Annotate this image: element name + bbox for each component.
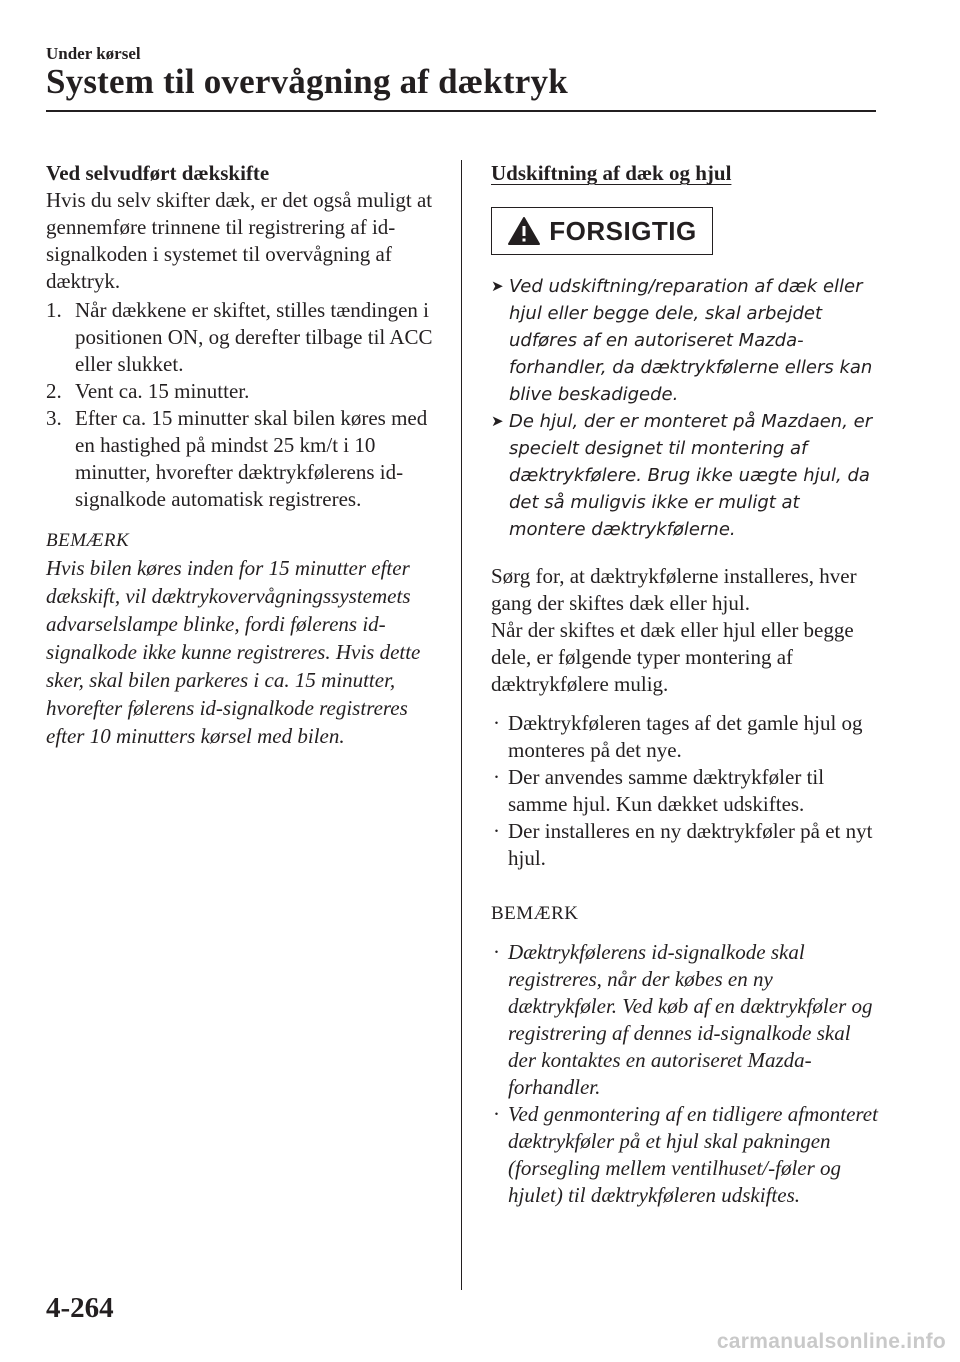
- bullet-list: [491, 710, 881, 872]
- list-item-text: Der installeres en ny dæktrykføler på et nyt hjul.: [508, 819, 873, 870]
- left-column: [46, 160, 442, 750]
- step-item: [46, 297, 442, 378]
- arrow-right-icon: ➤: [491, 277, 504, 295]
- step-number: 1.: [46, 298, 62, 322]
- step-item: [46, 405, 442, 513]
- section-label: Under kørsel: [46, 44, 141, 63]
- warning-text: De hjul, der er monteret på Mazdaen, er specielt designet til montering af dæktrykfølere. Brug ikke uægte hjul, da det så muligvis ikke er muligt at montere dæktrykfølerne.: [509, 411, 873, 540]
- warning-text: Ved udskiftning/reparation af dæk eller hjul eller begge dele, skal arbejdet udføres af en autoriseret Mazda-forhandler, da dæktrykfølerne ellers kan blive beskadigede.: [509, 276, 873, 405]
- note-list: [491, 939, 881, 1209]
- list-item: [491, 710, 881, 764]
- list-item-text: Der anvendes samme dæktrykføler til samme hjul. Kun dækket udskiftes.: [508, 765, 825, 816]
- bullet-icon: ·: [493, 940, 500, 964]
- note-item-text: Dæktrykfølerens id-signalkode skal registreres, når der købes en ny dæktrykføler. Ved køb af en dæktrykføler og registrering af dennes id-signalkode skal der kontaktes en autoriseret Mazda-forhandler.: [508, 940, 873, 1099]
- note-label: BEMÆRK: [46, 530, 130, 551]
- page-number: 4-264: [46, 1292, 114, 1324]
- right-column: [491, 160, 881, 1209]
- arrow-right-icon: ➤: [491, 412, 504, 430]
- step-text: Når dækkene er skiftet, stilles tændingen i positionen ON, og derefter tilbage til ACC eller slukket.: [75, 298, 433, 376]
- title-rule: [46, 110, 876, 112]
- list-item: [491, 818, 881, 872]
- warning-item: [491, 408, 881, 543]
- warning-box: [491, 207, 713, 255]
- bullet-icon: ·: [493, 711, 500, 735]
- paragraph-2: Når der skiftes et dæk eller hjul eller begge dele, er følgende typer montering af dæktrykfølere mulig.: [491, 618, 854, 696]
- left-heading: Ved selvudført dækskifte: [46, 161, 270, 185]
- note-text: Hvis bilen køres inden for 15 minutter efter dækskift, vil dæktrykovervågningssystemets advarselslampe blinke, fordi følerens id-signalkode ikke kunne registreres. Hvis dette sker, skal bilen parkeres i ca. 15 minutter, hvorefter følerens id-signalkode registreres efter 10 minutters kørsel med bilen.: [46, 556, 421, 748]
- steps-list: [46, 297, 442, 513]
- step-text: Vent ca. 15 minutter.: [75, 379, 250, 403]
- paragraph-1: Sørg for, at dæktrykfølerne installeres, hver gang der skiftes dæk eller hjul.: [491, 564, 857, 615]
- note-item: [491, 939, 881, 1101]
- note-item: [491, 1101, 881, 1209]
- note-label: BEMÆRK: [491, 903, 579, 924]
- step-number: 2.: [46, 379, 62, 403]
- bullet-icon: ·: [493, 819, 500, 843]
- warning-label: FORSIGTIG: [549, 215, 697, 246]
- page-title: System til overvågning af dæktryk: [46, 62, 568, 101]
- column-divider: [461, 160, 462, 1290]
- bullet-icon: ·: [493, 765, 500, 789]
- list-item-text: Dæktrykføleren tages af det gamle hjul og monteres på det nye.: [508, 711, 863, 762]
- step-number: 3.: [46, 406, 62, 430]
- list-item: [491, 764, 881, 818]
- intro-paragraph: Hvis du selv skifter dæk, er det også muligt at gennemføre trinnene til registrering af id-signalkoden i systemet til overvågning af dæktryk.: [46, 188, 433, 293]
- step-text: Efter ca. 15 minutter skal bilen køres med en hastighed på mindst 25 km/t i 10 minutter, hvorefter dæktrykfølerens id-signalkode automatisk registreres.: [75, 406, 428, 511]
- right-heading: Udskiftning af dæk og hjul: [491, 161, 732, 185]
- step-item: [46, 378, 442, 405]
- bullet-icon: ·: [493, 1102, 500, 1126]
- note-item-text: Ved genmontering af en tidligere afmonteret dæktrykføler på et hjul skal pakningen (forsegling mellem ventilhuset/-føler og hjulet) til dæktrykføleren udskiftes.: [508, 1102, 878, 1207]
- warning-list: [491, 273, 881, 543]
- warning-triangle-icon: [507, 216, 541, 246]
- watermark: carmanualsonline.info: [716, 1330, 946, 1353]
- warning-item: [491, 273, 881, 408]
